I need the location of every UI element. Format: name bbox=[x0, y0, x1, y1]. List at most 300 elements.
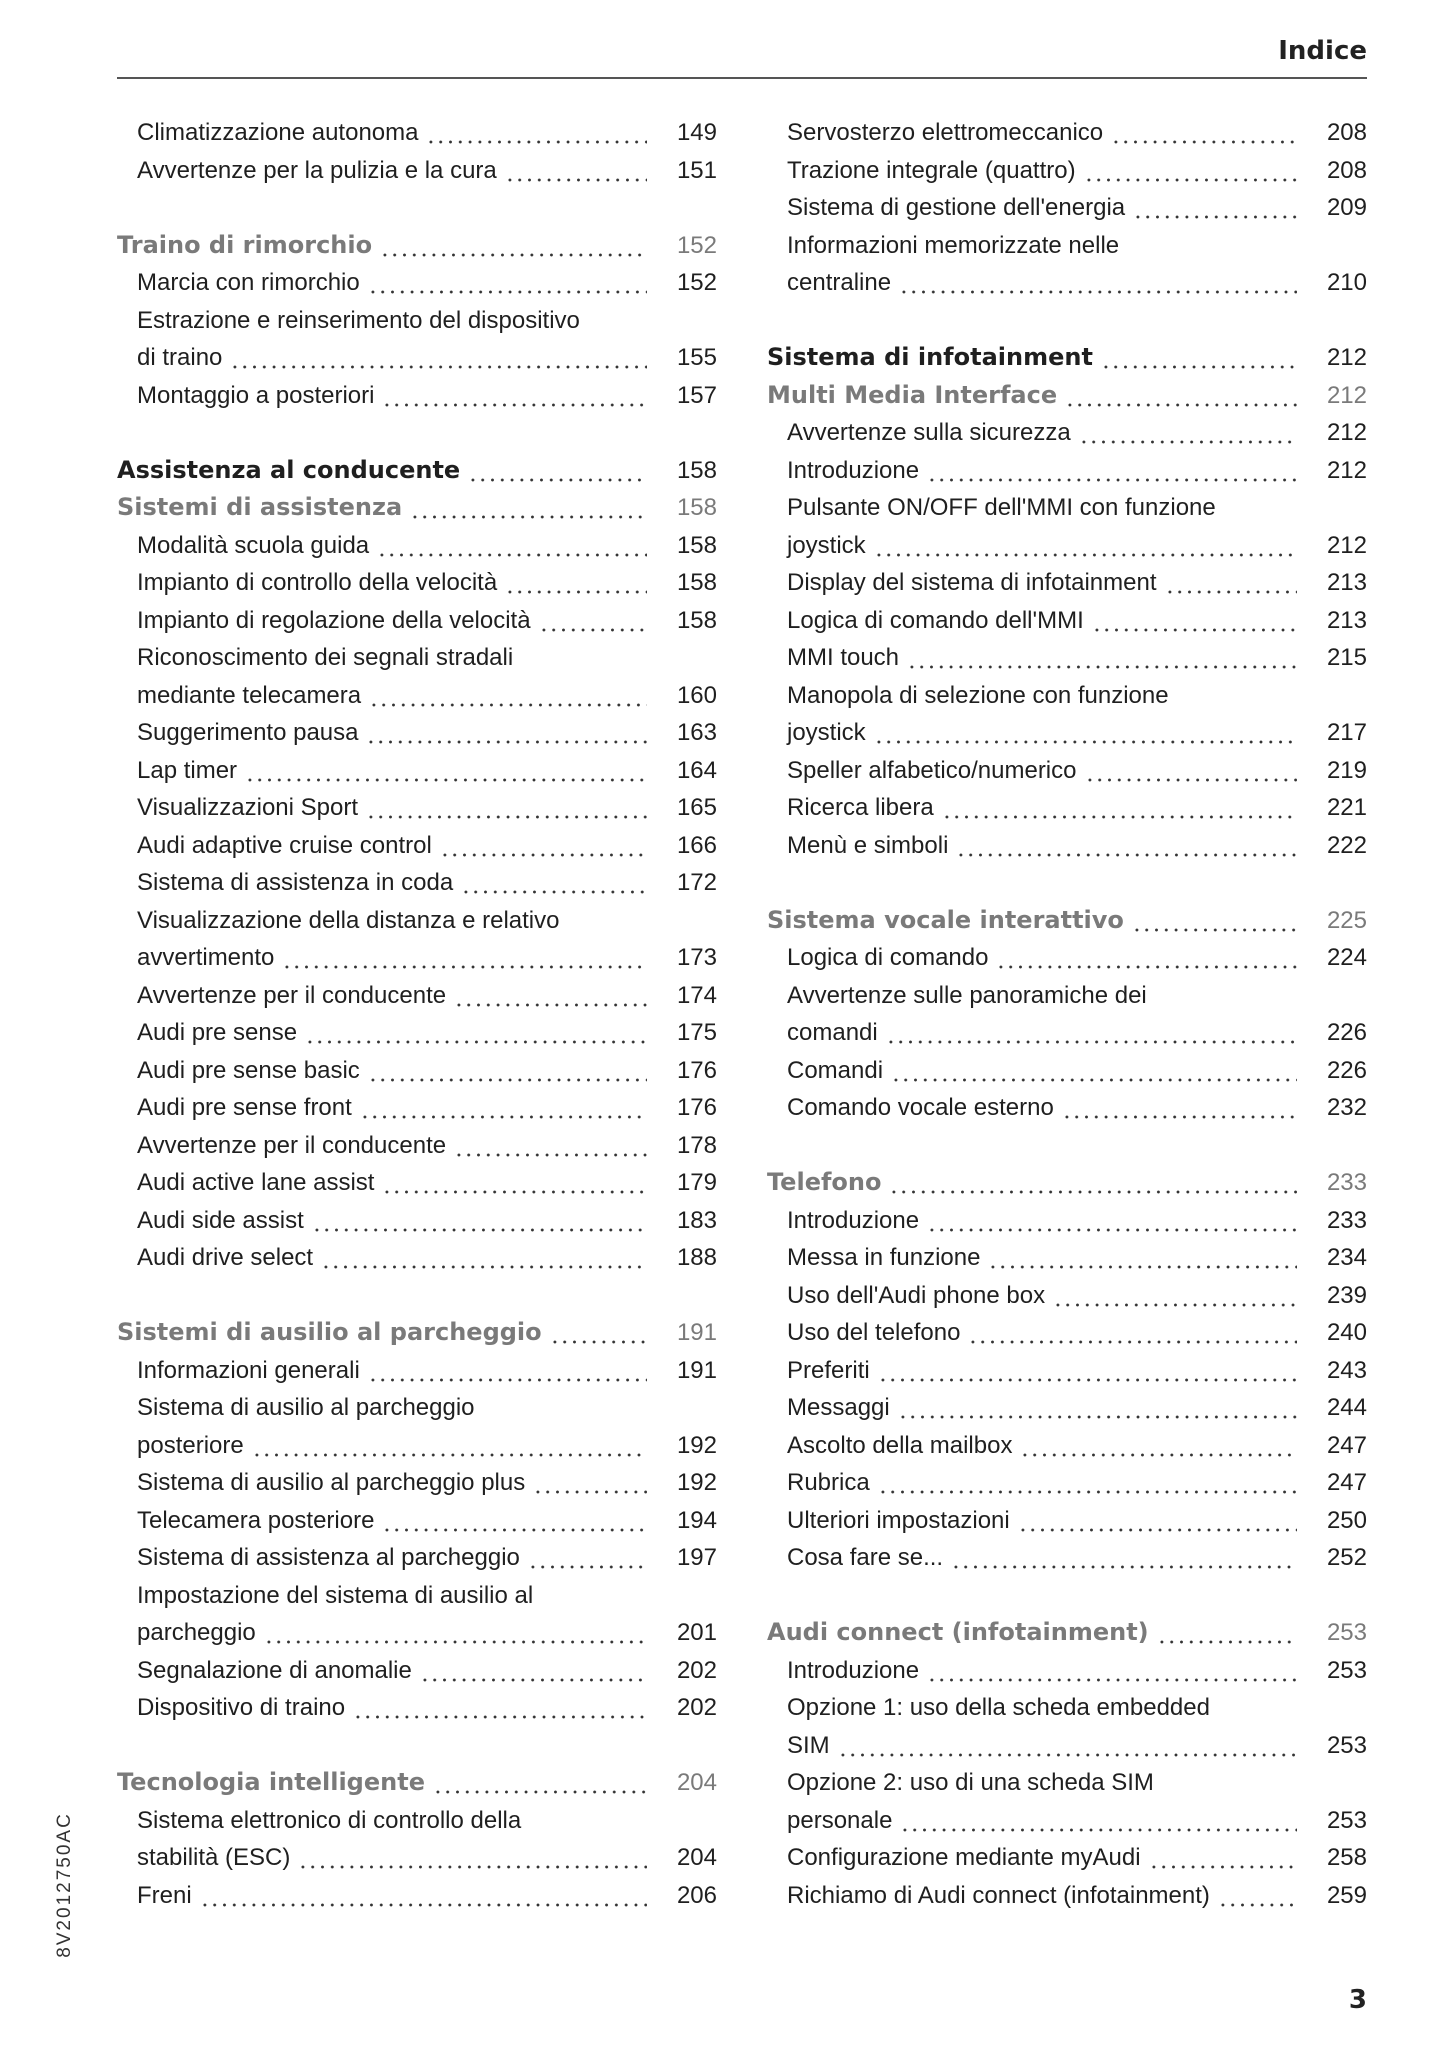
dot-leader bbox=[899, 264, 1297, 302]
toc-line bbox=[117, 1802, 717, 1840]
dot-leader bbox=[368, 1052, 647, 1090]
toc-entry[interactable] bbox=[767, 977, 1367, 1052]
dot-leader bbox=[1065, 377, 1297, 415]
toc-entry[interactable] bbox=[117, 752, 717, 790]
toc-entry[interactable] bbox=[767, 752, 1367, 790]
dot-leader bbox=[305, 1014, 647, 1052]
toc-page-number: 152 bbox=[676, 269, 717, 296]
toc-line bbox=[767, 1802, 1367, 1840]
toc-entry[interactable] bbox=[117, 1689, 717, 1727]
toc-entry[interactable] bbox=[767, 1652, 1367, 1690]
dot-leader bbox=[874, 714, 1297, 752]
toc-entry[interactable] bbox=[117, 789, 717, 827]
toc-entry-text: Sistema vocale interattivo bbox=[767, 905, 1124, 934]
toc-page-number: 209 bbox=[1326, 194, 1367, 221]
toc-line bbox=[117, 1389, 717, 1427]
toc-line bbox=[117, 752, 717, 790]
dot-leader bbox=[252, 1427, 647, 1465]
dot-leader bbox=[505, 564, 647, 602]
toc-section bbox=[117, 114, 717, 189]
toc-page-number: 212 bbox=[1326, 419, 1367, 446]
toc-entry[interactable] bbox=[767, 1202, 1367, 1240]
dot-leader bbox=[907, 639, 1297, 677]
dot-leader bbox=[956, 827, 1297, 865]
toc-line bbox=[117, 1652, 717, 1690]
toc-page-number: 210 bbox=[1326, 269, 1367, 296]
toc-entry[interactable] bbox=[117, 1014, 717, 1052]
toc-line bbox=[767, 1239, 1367, 1277]
toc-entry[interactable] bbox=[117, 714, 717, 752]
toc-line bbox=[767, 1352, 1367, 1390]
toc-entry-text: Avvertenze per il conducente bbox=[137, 981, 447, 1009]
toc-entry[interactable] bbox=[767, 1764, 1367, 1839]
toc-entry[interactable] bbox=[117, 1352, 717, 1390]
toc-line bbox=[117, 564, 717, 602]
toc-entry-text: Sistema di assistenza in coda bbox=[137, 869, 454, 896]
toc-entry[interactable] bbox=[117, 1202, 717, 1240]
dot-leader bbox=[360, 1089, 647, 1127]
toc-entry[interactable] bbox=[117, 639, 717, 714]
toc-page-number: 247 bbox=[1326, 1431, 1367, 1459]
toc-entry[interactable] bbox=[117, 114, 717, 152]
toc-entry-text: Display del sistema di infotainment bbox=[787, 569, 1157, 596]
dot-leader bbox=[968, 1314, 1297, 1352]
toc-page-number: 234 bbox=[1326, 1244, 1367, 1271]
toc-entry-text: SIM bbox=[787, 1731, 830, 1759]
toc-entry-text: Sistema di ausilio al parcheggio plus bbox=[137, 1469, 526, 1496]
toc-entry-text: avvertimento bbox=[137, 944, 275, 971]
dot-leader bbox=[461, 864, 647, 902]
toc-page-number: 178 bbox=[676, 1131, 717, 1159]
toc-line bbox=[117, 789, 717, 827]
toc-entry-text: Estrazione e reinserimento del dispositivo bbox=[137, 306, 580, 334]
toc-entry-text: Audi drive select bbox=[137, 1244, 314, 1271]
toc-entry[interactable] bbox=[117, 1577, 717, 1652]
toc-entry-text: Audi connect (infotainment) bbox=[767, 1618, 1149, 1646]
toc-heading[interactable] bbox=[767, 1164, 1367, 1202]
toc-page-number: 176 bbox=[676, 1094, 717, 1121]
toc-entry-text: Sistema di assistenza al parcheggio bbox=[137, 1544, 520, 1571]
toc-entry[interactable] bbox=[117, 302, 717, 377]
toc-page-number: 213 bbox=[1326, 569, 1367, 596]
toc-page-number: 215 bbox=[1326, 644, 1367, 671]
toc-page-number: 212 bbox=[1326, 531, 1367, 559]
toc-page-number: 160 bbox=[676, 681, 717, 709]
toc-page-number: 158 bbox=[676, 494, 717, 521]
toc-line bbox=[767, 189, 1367, 227]
toc-page-number: 166 bbox=[676, 831, 717, 859]
toc-entry[interactable] bbox=[117, 1089, 717, 1127]
toc-section bbox=[117, 1314, 717, 1727]
dot-leader bbox=[951, 1539, 1297, 1577]
toc-line bbox=[117, 939, 717, 977]
toc-page-number: 252 bbox=[1326, 1544, 1367, 1571]
toc-line bbox=[767, 677, 1367, 715]
toc-line bbox=[117, 227, 717, 265]
dot-leader bbox=[891, 1052, 1297, 1090]
toc-entry[interactable] bbox=[117, 602, 717, 640]
toc-entry-text: Assistenza al conducente bbox=[117, 455, 461, 484]
page-title: Indice bbox=[1278, 36, 1367, 66]
toc-entry[interactable] bbox=[767, 1352, 1367, 1390]
toc-line bbox=[767, 377, 1367, 415]
document-code: 8V2012750AC bbox=[54, 1812, 75, 1958]
toc-page-number: 213 bbox=[1326, 606, 1367, 634]
dot-leader bbox=[298, 1839, 647, 1877]
toc-page-number: 217 bbox=[1326, 719, 1367, 746]
toc-entry[interactable] bbox=[767, 227, 1367, 302]
toc-page-number: 222 bbox=[1326, 831, 1367, 859]
toc-entry-text: Sistema di ausilio al parcheggio bbox=[137, 1394, 475, 1421]
toc-line bbox=[767, 602, 1367, 640]
toc-section bbox=[117, 452, 717, 1277]
toc-entry-text: Impostazione del sistema di ausilio al bbox=[137, 1581, 534, 1609]
dot-leader bbox=[996, 939, 1297, 977]
toc-line bbox=[117, 1052, 717, 1090]
toc-entry-text: joystick bbox=[787, 719, 866, 746]
toc-page-number: 158 bbox=[676, 531, 717, 559]
toc-heading[interactable] bbox=[117, 489, 717, 527]
toc-entry[interactable] bbox=[767, 452, 1367, 490]
toc-line bbox=[117, 1539, 717, 1577]
toc-entry-text: Informazioni generali bbox=[137, 1356, 360, 1384]
toc-entry[interactable] bbox=[117, 902, 717, 977]
toc-entry-text: Avvertenze sulla sicurezza bbox=[787, 419, 1071, 446]
toc-entry[interactable] bbox=[767, 789, 1367, 827]
toc-entry[interactable] bbox=[767, 1689, 1367, 1764]
toc-entry-text: Suggerimento pausa bbox=[137, 719, 359, 746]
toc-entry[interactable] bbox=[767, 1539, 1367, 1577]
toc-line bbox=[767, 452, 1367, 490]
toc-line bbox=[117, 1689, 717, 1727]
toc-line bbox=[767, 264, 1367, 302]
dot-leader bbox=[1079, 414, 1297, 452]
toc-page-number: 164 bbox=[676, 756, 717, 784]
toc-page-number: 225 bbox=[1326, 906, 1367, 934]
toc-entry[interactable] bbox=[767, 1277, 1367, 1315]
dot-leader bbox=[368, 264, 647, 302]
toc-section bbox=[117, 1764, 717, 1914]
toc-heading[interactable] bbox=[767, 377, 1367, 415]
toc-entry-text: joystick bbox=[787, 531, 866, 559]
toc-section bbox=[767, 902, 1367, 1127]
toc-page-number: 158 bbox=[676, 606, 717, 634]
toc-page-number: 226 bbox=[1326, 1019, 1367, 1046]
toc-entry[interactable] bbox=[117, 1802, 717, 1877]
toc-entry[interactable] bbox=[117, 1052, 717, 1090]
toc-line bbox=[117, 602, 717, 640]
dot-leader bbox=[988, 1239, 1297, 1277]
toc-entry-text: Sistemi di ausilio al parcheggio bbox=[117, 1318, 542, 1346]
toc-entry-text: Impianto di controllo della velocità bbox=[137, 569, 498, 596]
dot-leader bbox=[368, 1352, 647, 1390]
dot-leader bbox=[353, 1689, 647, 1727]
dot-leader bbox=[264, 1614, 647, 1652]
dot-leader bbox=[1133, 189, 1297, 227]
toc-entry-text: mediante telecamera bbox=[137, 681, 362, 709]
dot-leader bbox=[454, 1127, 647, 1165]
toc-entry-text: Traino di rimorchio bbox=[117, 230, 373, 259]
dot-leader bbox=[410, 489, 647, 527]
toc-entry-text: Telefono bbox=[767, 1168, 882, 1196]
toc-entry[interactable] bbox=[767, 1502, 1367, 1540]
toc-page-number: 253 bbox=[1326, 1619, 1367, 1646]
toc-entry[interactable] bbox=[767, 677, 1367, 752]
toc-page-number: 149 bbox=[676, 119, 717, 146]
toc-entry-text: Rubrica bbox=[787, 1469, 870, 1496]
toc-page-number: 208 bbox=[1326, 156, 1367, 184]
toc-line bbox=[117, 1577, 717, 1615]
toc-page-number: 151 bbox=[676, 156, 717, 184]
toc-entry[interactable] bbox=[767, 602, 1367, 640]
toc-entry[interactable] bbox=[117, 827, 717, 865]
dot-leader bbox=[1132, 902, 1297, 940]
toc-page-number: 173 bbox=[676, 944, 717, 971]
toc-entry-text: Cosa fare se... bbox=[787, 1544, 944, 1571]
dot-leader bbox=[382, 377, 647, 415]
toc-entry[interactable] bbox=[767, 1052, 1367, 1090]
toc-entry-text: posteriore bbox=[137, 1431, 244, 1459]
toc-line bbox=[767, 789, 1367, 827]
toc-page-number: 172 bbox=[676, 869, 717, 896]
dot-leader bbox=[382, 1502, 647, 1540]
toc-entry[interactable] bbox=[767, 1877, 1367, 1915]
toc-line bbox=[767, 489, 1367, 527]
toc-page-number: 243 bbox=[1326, 1356, 1367, 1384]
toc-entry[interactable] bbox=[117, 264, 717, 302]
toc-line bbox=[117, 1239, 717, 1277]
toc-page-number: 197 bbox=[676, 1544, 717, 1571]
toc-page-number: 163 bbox=[676, 719, 717, 746]
toc-line bbox=[117, 152, 717, 190]
toc-heading[interactable] bbox=[117, 227, 717, 265]
toc-entry[interactable] bbox=[117, 1877, 717, 1915]
toc-entry[interactable] bbox=[117, 1539, 717, 1577]
toc-entry[interactable] bbox=[767, 639, 1367, 677]
toc-entry[interactable] bbox=[767, 564, 1367, 602]
toc-page-number: 239 bbox=[1326, 1281, 1367, 1309]
toc-heading[interactable] bbox=[767, 339, 1367, 377]
toc-entry-text: Montaggio a posteriori bbox=[137, 381, 375, 409]
toc-entry[interactable] bbox=[117, 377, 717, 415]
toc-entry-text: Avvertenze per il conducente bbox=[137, 1131, 447, 1159]
toc-page-number: 247 bbox=[1326, 1469, 1367, 1496]
toc-entry[interactable] bbox=[767, 827, 1367, 865]
dot-leader bbox=[1018, 1502, 1297, 1540]
toc-line bbox=[117, 1164, 717, 1202]
dot-leader bbox=[1111, 114, 1297, 152]
dot-leader bbox=[245, 752, 647, 790]
toc-page-number: 212 bbox=[1326, 344, 1367, 371]
toc-line bbox=[767, 1277, 1367, 1315]
toc-section bbox=[767, 1614, 1367, 1914]
toc-line bbox=[767, 1727, 1367, 1765]
dot-leader bbox=[1062, 1089, 1297, 1127]
toc-line bbox=[117, 1877, 717, 1915]
toc-entry-text: Segnalazione di anomalie bbox=[137, 1656, 412, 1684]
toc-entry[interactable] bbox=[767, 1427, 1367, 1465]
toc-line bbox=[767, 1614, 1367, 1652]
dot-leader bbox=[369, 677, 647, 715]
dot-leader bbox=[420, 1652, 647, 1690]
toc-entry-text: Pulsante ON/OFF dell'MMI con funzione bbox=[787, 494, 1216, 521]
dot-leader bbox=[230, 339, 647, 377]
toc-entry[interactable] bbox=[117, 564, 717, 602]
dot-leader bbox=[942, 789, 1297, 827]
dot-leader bbox=[1020, 1427, 1297, 1465]
toc-line bbox=[117, 902, 717, 940]
toc-entry[interactable] bbox=[767, 939, 1367, 977]
dot-leader bbox=[898, 1389, 1297, 1427]
toc-heading[interactable] bbox=[767, 902, 1367, 940]
dot-leader bbox=[533, 1464, 647, 1502]
toc-entry-text: Audi pre sense basic bbox=[137, 1056, 360, 1084]
dot-leader bbox=[505, 152, 647, 190]
toc-entry[interactable] bbox=[767, 152, 1367, 190]
toc-line bbox=[117, 339, 717, 377]
toc-line bbox=[767, 1389, 1367, 1427]
toc-entry-text: Audi pre sense bbox=[137, 1019, 298, 1046]
toc-line bbox=[117, 302, 717, 340]
toc-page-number: 221 bbox=[1326, 794, 1367, 821]
dot-leader bbox=[1149, 1839, 1297, 1877]
dot-leader bbox=[382, 1164, 647, 1202]
toc-entry-text: Lap timer bbox=[137, 756, 238, 784]
toc-entry-text: Speller alfabetico/numerico bbox=[787, 756, 1077, 784]
toc-line bbox=[117, 677, 717, 715]
toc-entry[interactable] bbox=[767, 414, 1367, 452]
toc-line bbox=[117, 1614, 717, 1652]
toc-line bbox=[117, 452, 717, 490]
toc-line bbox=[767, 114, 1367, 152]
toc-entry-text: Audi adaptive cruise control bbox=[137, 831, 432, 859]
toc-entry[interactable] bbox=[767, 1389, 1367, 1427]
toc-entry[interactable] bbox=[117, 152, 717, 190]
toc-line bbox=[117, 264, 717, 302]
toc-heading[interactable] bbox=[117, 452, 717, 490]
toc-entry[interactable] bbox=[767, 1089, 1367, 1127]
toc-entry-text: Visualizzazione della distanza e relativo bbox=[137, 906, 560, 934]
dot-leader bbox=[377, 527, 647, 565]
toc-entry[interactable] bbox=[767, 114, 1367, 152]
toc-heading[interactable] bbox=[117, 1314, 717, 1352]
toc-line bbox=[117, 527, 717, 565]
toc-line bbox=[767, 714, 1367, 752]
toc-entry[interactable] bbox=[767, 1464, 1367, 1502]
toc-page-number: 244 bbox=[1326, 1394, 1367, 1421]
toc-entry[interactable] bbox=[117, 1164, 717, 1202]
toc-entry-text: Messa in funzione bbox=[787, 1244, 981, 1271]
toc-page-number: 188 bbox=[676, 1244, 717, 1271]
toc-line bbox=[767, 1089, 1367, 1127]
dot-leader bbox=[426, 114, 647, 152]
toc-page-number: 152 bbox=[676, 231, 717, 259]
toc-page-number: 179 bbox=[676, 1169, 717, 1196]
toc-entry-text: Menù e simboli bbox=[787, 831, 949, 859]
toc-entry[interactable] bbox=[117, 1389, 717, 1464]
toc-page-number: 175 bbox=[676, 1019, 717, 1046]
toc-heading[interactable] bbox=[117, 1764, 717, 1802]
toc-entry-text: Climatizzazione autonoma bbox=[137, 119, 419, 146]
toc-line bbox=[117, 1502, 717, 1540]
toc-entry[interactable] bbox=[767, 1239, 1367, 1277]
toc-page-number: 192 bbox=[676, 1431, 717, 1459]
toc-line bbox=[117, 114, 717, 152]
toc-entry-text: Visualizzazioni Sport bbox=[137, 794, 359, 821]
toc-page-number: 212 bbox=[1326, 381, 1367, 409]
toc-entry-text: Informazioni memorizzate nelle bbox=[787, 231, 1120, 259]
toc-line bbox=[767, 527, 1367, 565]
toc-page-number: 233 bbox=[1326, 1169, 1367, 1196]
toc-entry[interactable] bbox=[117, 527, 717, 565]
toc-page-number: 155 bbox=[676, 344, 717, 371]
toc-entry-text: Multi Media Interface bbox=[767, 380, 1058, 409]
toc-entry-text: Modalità scuola guida bbox=[137, 531, 370, 559]
dot-leader bbox=[900, 1802, 1297, 1840]
toc-page-number: 208 bbox=[1326, 119, 1367, 146]
toc-entry[interactable] bbox=[767, 1314, 1367, 1352]
toc-entry-text: Audi side assist bbox=[137, 1206, 304, 1234]
toc-line bbox=[117, 639, 717, 677]
toc-page-number: 202 bbox=[676, 1656, 717, 1684]
dot-leader bbox=[1084, 152, 1297, 190]
toc-page-number: 224 bbox=[1326, 944, 1367, 971]
toc-entry-text: Sistema elettronico di controllo della bbox=[137, 1806, 522, 1834]
toc-entry[interactable] bbox=[117, 977, 717, 1015]
toc-entry-text: Opzione 1: uso della scheda embedded bbox=[787, 1694, 1210, 1721]
dot-leader bbox=[282, 939, 647, 977]
dot-leader bbox=[528, 1539, 647, 1577]
toc-entry-text: stabilità (ESC) bbox=[137, 1844, 291, 1871]
dot-leader bbox=[1085, 752, 1298, 790]
toc-line bbox=[117, 1464, 717, 1502]
toc-entry[interactable] bbox=[117, 864, 717, 902]
toc-entry-text: Marcia con rimorchio bbox=[137, 269, 360, 296]
toc-line bbox=[767, 1164, 1367, 1202]
toc-page-number: 253 bbox=[1326, 1731, 1367, 1759]
toc-entry-text: Configurazione mediante myAudi bbox=[787, 1844, 1141, 1871]
toc-entry[interactable] bbox=[117, 1464, 717, 1502]
toc-entry-text: Tecnologia intelligente bbox=[117, 1768, 425, 1796]
toc-entry[interactable] bbox=[117, 1502, 717, 1540]
toc-line bbox=[117, 864, 717, 902]
toc-section bbox=[767, 339, 1367, 864]
toc-entry-text: Introduzione bbox=[787, 1656, 920, 1684]
toc-section bbox=[117, 227, 717, 415]
toc-entry[interactable] bbox=[767, 1839, 1367, 1877]
dot-leader bbox=[1101, 339, 1297, 377]
toc-entry-text: Comando vocale esterno bbox=[787, 1094, 1054, 1121]
toc-line bbox=[117, 1352, 717, 1390]
toc-entry[interactable] bbox=[767, 489, 1367, 564]
toc-entry[interactable] bbox=[117, 1239, 717, 1277]
toc-entry[interactable] bbox=[117, 1127, 717, 1165]
toc-entry-text: Richiamo di Audi connect (infotainment) bbox=[787, 1881, 1210, 1909]
toc-line bbox=[767, 564, 1367, 602]
toc-page-number: 183 bbox=[676, 1206, 717, 1234]
toc-line bbox=[117, 1089, 717, 1127]
toc-entry-text: Servosterzo elettromeccanico bbox=[787, 119, 1104, 146]
toc-line bbox=[117, 1314, 717, 1352]
toc-page-number: 253 bbox=[1326, 1806, 1367, 1834]
toc-page-number: 232 bbox=[1326, 1094, 1367, 1121]
toc-page-number: 253 bbox=[1326, 1656, 1367, 1684]
toc-entry[interactable] bbox=[767, 189, 1367, 227]
toc-line bbox=[767, 1314, 1367, 1352]
toc-entry[interactable] bbox=[117, 1652, 717, 1690]
toc-line bbox=[767, 939, 1367, 977]
toc-heading[interactable] bbox=[767, 1614, 1367, 1652]
